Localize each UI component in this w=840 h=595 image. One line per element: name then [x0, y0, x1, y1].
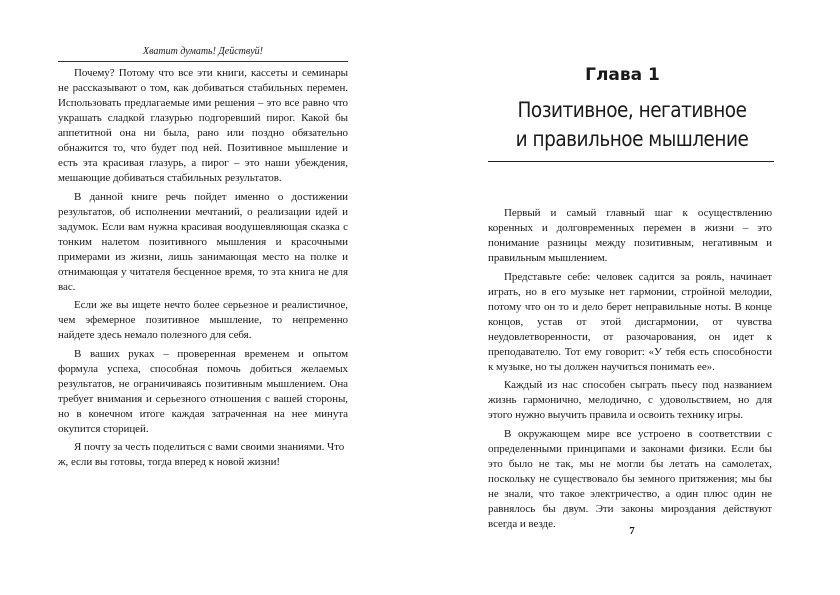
- chapter-rule: [488, 161, 774, 162]
- left-paragraph-2: В данной книге речь пойдет именно о достижении результатов, об исполнении мечтаний, о реализации идей и задумок. Если вам нужна красивая воодушевляющая сказка с тонким налетом позитивного мышления и красочными примерами из жизни, лишь занимающая место на полке и отнимающая у читателя бесценное время, то эта книга не для вас.: [58, 190, 348, 293]
- left-paragraph-1: Почему? Потому что все эти книги, кассеты и семинары не рассказывают о том, как добиваться стабильных перемен. Использовать предлагаемые ими решения – это все равно что украшать сладкой глазурью подгоревший пирог. Какой бы аппетитной она ни была, рано или поздно обязательно обнажится то, что будет под ней. Позитивное мышление и есть эта красивая глазурь, а пирог – это наши убеждения, мешающие добиваться стабильных результатов.: [58, 67, 348, 184]
- page-number: 7: [629, 525, 635, 537]
- header-rule: [58, 61, 348, 62]
- right-paragraph-2: Представьте себе: человек садится за рояль, начинает играть, но в его музыке нет гармонии, стройной мелодии, потому что он то и дело берет неправильные ноты. В конце концов, устав от этой дисгармонии, от чувства неудовлетворенности, от разочарования, он идет к преподавателю. Тот ему говорит: «У тебя есть способности к музыке, но ты должен научиться понимать ее».: [488, 270, 772, 373]
- right-page-body: [488, 206, 772, 535]
- right-paragraph-3: Каждый из нас способен сыграть пьесу под названием жизнь гармонично, мелодично, с удовольствием, но для этого нужно выучить правила и освоить технику игры.: [488, 379, 772, 421]
- right-page: [430, 0, 840, 595]
- left-page-body: [58, 66, 348, 474]
- right-paragraph-4: В окружающем мире все устроено в соответствии с определенными принципами и законами физики. Если бы это было не так, мы не могли бы летать на самолетах, поскольку не существовало бы земного притяжения; мы бы не знали, что такое электричество, а один плюс один не равнялось бы двум. Эти законы мироздания действуют всегда и везде.: [488, 427, 772, 530]
- chapter-title-line-1: Позитивное, негативное: [517, 98, 747, 123]
- chapter-label: Глава 1: [585, 65, 660, 85]
- chapter-title: [510, 96, 754, 154]
- right-paragraph-1: Первый и самый главный шаг к осуществлению коренных и долговременных перемен в жизни – это понимание разницы между позитивным, негативным и правильным мышлением.: [488, 207, 772, 264]
- running-head: Хватит думать! Действуй!: [143, 46, 263, 57]
- left-paragraph-3: Если же вы ищете нечто более серьезное и реалистичное, чем эфемерное позитивное мышление, то непременно найдете здесь немало полезного для себя.: [58, 299, 348, 341]
- left-paragraph-5: Я почту за честь поделиться с вами своими знаниями. Что ж, если вы готовы, тогда вперед к новой жизни!: [58, 441, 345, 468]
- left-page: [0, 0, 410, 595]
- chapter-title-line-2: и правильное мышление: [515, 127, 749, 152]
- left-paragraph-4: В ваших руках – проверенная временем и опытом формула успеха, способная помочь добиться желаемых результатов, не ограничиваясь позитивным мышлением. Она требует внимания и серьезного отношения с вашей стороны, но в конечном итоге каждая затраченная на нее минута окупится сторицей.: [58, 347, 348, 435]
